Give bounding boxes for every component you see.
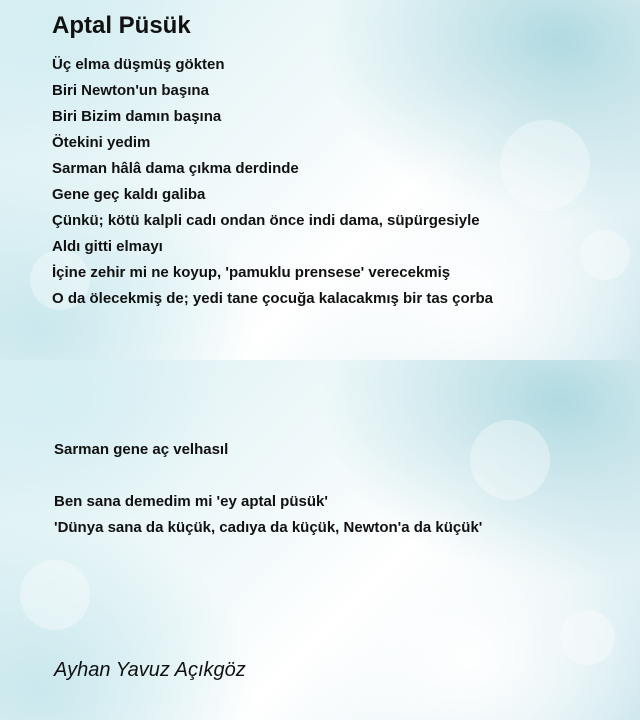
- bokeh-decoration: [500, 120, 590, 210]
- poem-line: Aldı gitti elmayı: [52, 238, 163, 255]
- poem-line: Üç elma düşmüş gökten: [52, 56, 225, 73]
- bokeh-decoration: [470, 420, 550, 500]
- poem-line: Çünkü; kötü kalpli cadı ondan önce indi dama, süpürgesiyle: [52, 212, 480, 229]
- poem-line: Sarman hâlâ dama çıkma derdinde: [52, 160, 299, 177]
- poem-stanza-2: [54, 489, 482, 541]
- poem-line: Biri Bizim damın başına: [52, 108, 222, 125]
- poem-line: 'Dünya sana da küçük, cadıya da küçük, Newton'a da küçük': [54, 519, 483, 536]
- bokeh-decoration: [560, 610, 615, 665]
- bokeh-decoration: [580, 230, 630, 280]
- poem-line: İçine zehir mi ne koyup, 'pamuklu prensese' verecekmiş: [52, 264, 451, 281]
- poem-line: Ben sana demedim mi 'ey aptal püsük': [54, 493, 328, 510]
- poem-line: Sarman gene aç velhasıl: [54, 441, 229, 458]
- poem-author: Ayhan Yavuz Açıkgöz: [54, 659, 246, 681]
- poem-stanza-1: [52, 52, 493, 312]
- poem-title: Aptal Püsük: [52, 12, 191, 39]
- poem-line: Biri Newton'un başına: [52, 82, 209, 99]
- bokeh-decoration: [20, 560, 90, 630]
- poem-card-bottom: [0, 360, 640, 720]
- poem-line: Gene geç kaldı galiba: [52, 186, 206, 203]
- poem-line: O da ölecekmiş de; yedi tane çocuğa kalacakmış bir tas çorba: [52, 290, 494, 307]
- poem-line: Ötekini yedim: [52, 134, 151, 151]
